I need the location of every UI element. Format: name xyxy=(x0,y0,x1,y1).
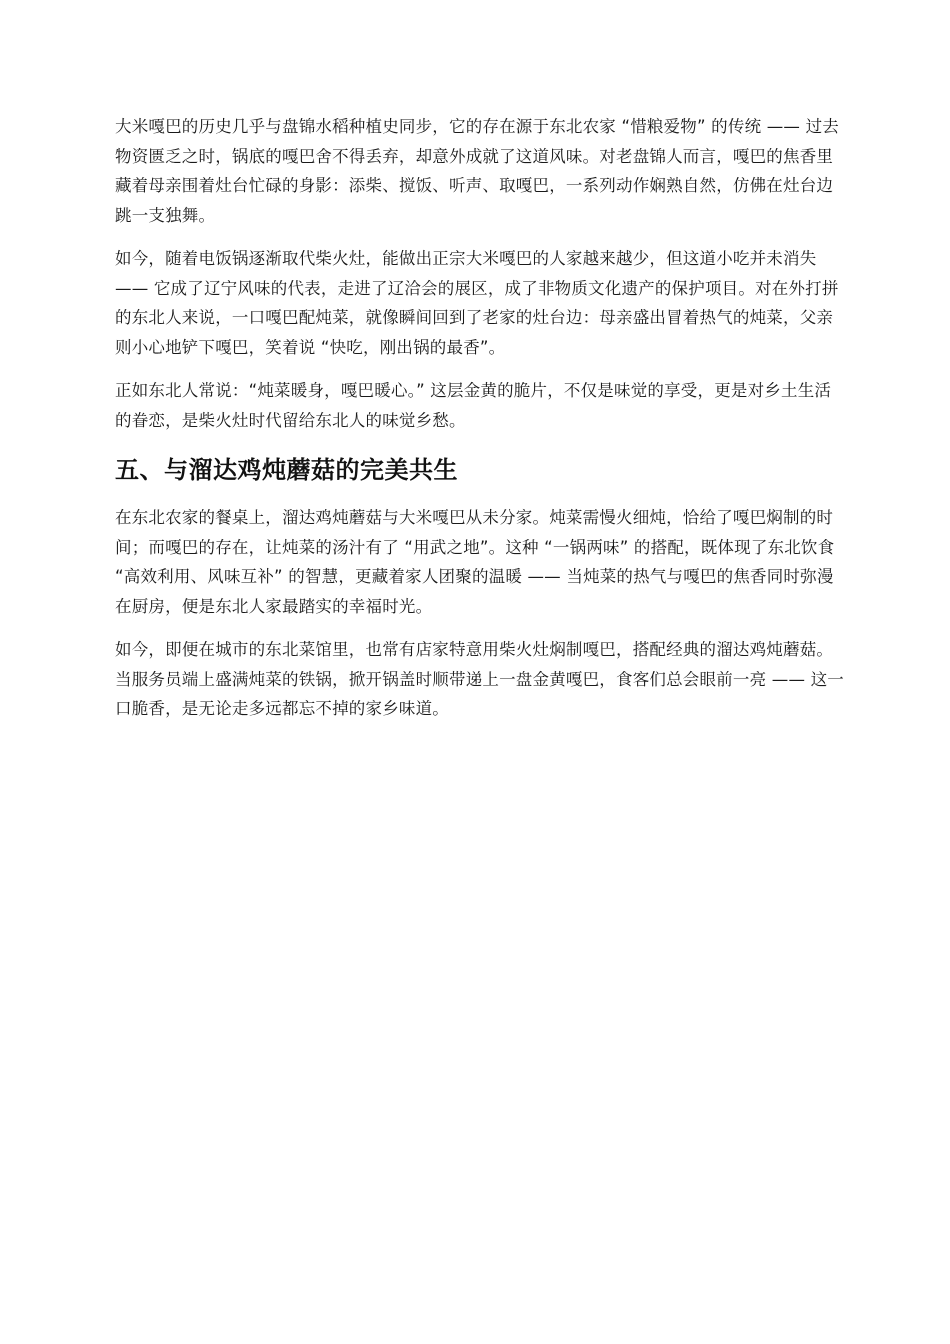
paragraph-saying: 正如东北人常说：“炖菜暖身，嘎巴暖心。” 这层金黄的脆片，不仅是味觉的享受，更是对乡土生活的眷恋，是柴火灶时代留给东北人的味觉乡愁。 xyxy=(115,381,832,430)
paragraph-history: 大米嘎巴的历史几乎与盘锦水稻种植史同步，它的存在源于东北农家 “惜粮爱物” 的传统 —— 过去物资匮乏之时，锅底的嘎巴舍不得丢弃，却意外成就了这道风味。对老盘锦人而言，嘎巴的焦香里藏着母亲围着灶台忙碌的身影：添柴、搅饭、听声、取嘎巴，一系列动作娴熟自然，仿佛在灶台边跳一支独舞。 xyxy=(115,117,839,225)
paragraph-pairing: 在东北农家的餐桌上，溜达鸡炖蘑菇与大米嘎巴从未分家。炖菜需慢火细炖，恰给了嘎巴焖制的时间；而嘎巴的存在，让炖菜的汤汁有了 “用武之地”。这种 “一锅两味” 的搭配，既体现了东北饮食 “高效利用、风味互补” 的智慧，更藏着家人团聚的温暖 —— 当炖菜的热气与嘎巴的焦香同时弥漫在厨房，便是东北人家最踏实的幸福时光。 xyxy=(115,508,835,616)
paragraph-today: 如今，随着电饭锅逐渐取代柴火灶，能做出正宗大米嘎巴的人家越来越少，但这道小吃并未消失 —— 它成了辽宁风味的代表，走进了辽洽会的展区，成了非物质文化遗产的保护项目。对在外打拼的东北人来说，一口嘎巴配炖菜，就像瞬间回到了老家的灶台边：母亲盛出冒着热气的炖菜，父亲则小心地铲下嘎巴，笑着说 “快吃，刚出锅的最香”。 xyxy=(115,249,839,357)
paragraph-restaurant: 如今，即便在城市的东北菜馆里，也常有店家特意用柴火灶焖制嘎巴，搭配经典的溜达鸡炖蘑菇。当服务员端上盛满炖菜的铁锅，掀开锅盖时顺带递上一盘金黄嘎巴，食客们总会眼前一亮 —— 这一口脆香，是无论走多远都忘不掉的家乡味道。 xyxy=(115,640,844,718)
document-body xyxy=(115,112,845,738)
section-heading: 五、与溜达鸡炖蘑菇的完美共生 xyxy=(115,456,458,484)
